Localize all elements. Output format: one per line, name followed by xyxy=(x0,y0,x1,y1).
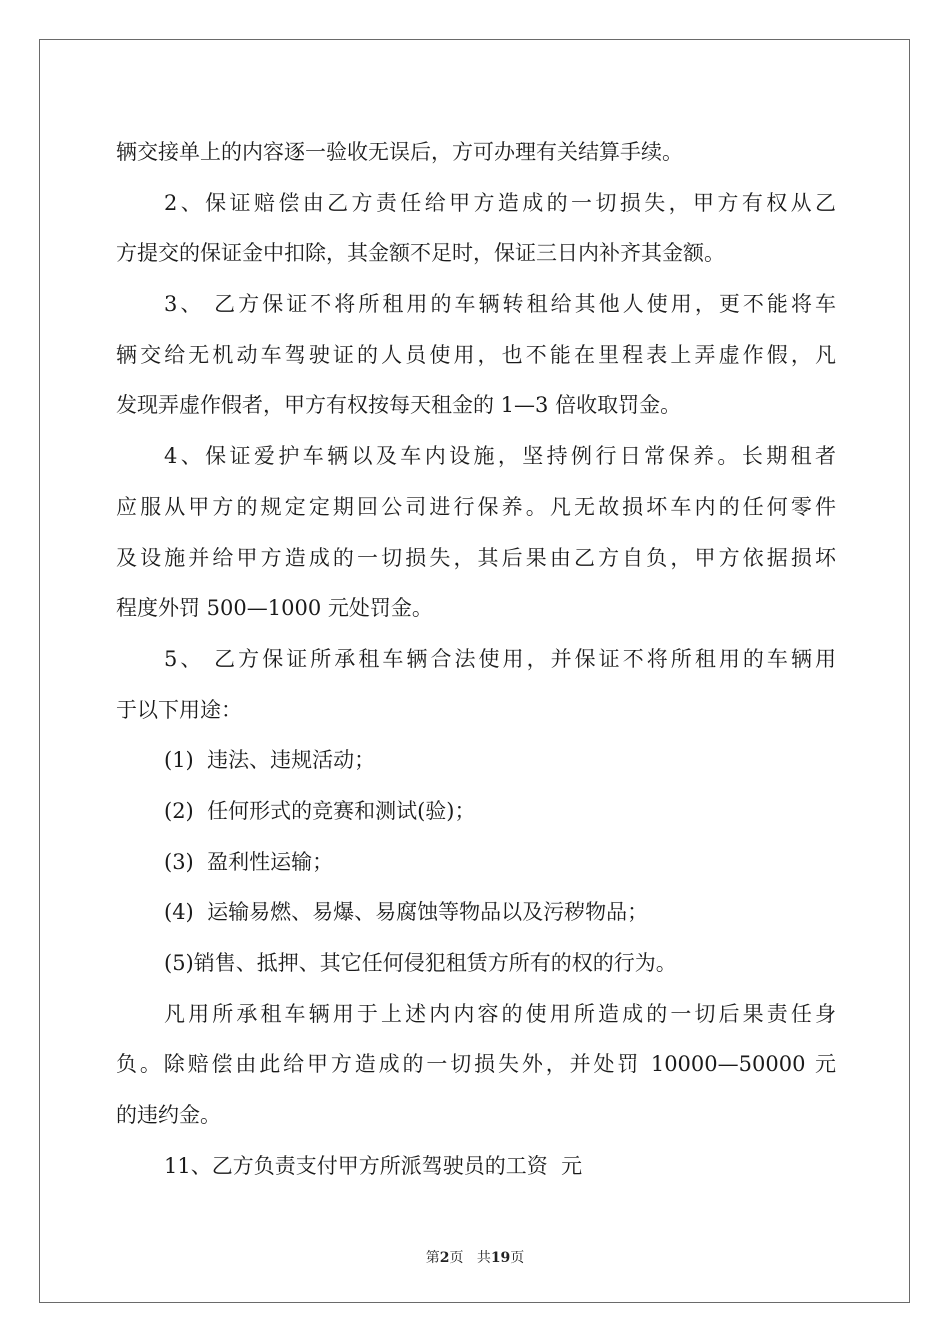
text-line: 2、保证赔偿由乙方责任给甲方造成的一切损失，甲方有权从乙 xyxy=(164,190,836,215)
list-item: (5)销售、抵押、其它任何侵犯租赁方所有的权的行为。 xyxy=(164,951,677,975)
text-line: 发现弄虚作假者，甲方有权按每天租金的 1—3 倍收取罚金。 xyxy=(116,393,682,418)
text-line: 程度外罚 500—1000 元处罚金。 xyxy=(116,596,433,621)
text-line: 及设施并给甲方造成的一切损失，其后果由乙方自负，甲方依据损坏 xyxy=(116,545,836,570)
text-line: 5、 乙方保证所承租车辆合法使用，并保证不将所租用的车辆用 xyxy=(164,646,836,671)
text-line: 辆交给无机动车驾驶证的人员使用，也不能在里程表上弄虚作假，凡 xyxy=(116,342,836,367)
text-line: 应服从甲方的规定定期回公司进行保养。凡无故损坏车内的任何零件 xyxy=(116,494,836,519)
page-label-prefix: 第 xyxy=(425,1250,440,1266)
page-number: 2 xyxy=(439,1250,450,1266)
text-line: 负。除赔偿由此给甲方造成的一切损失外，并处罚 10000—50000 元 xyxy=(116,1052,836,1077)
total-label-prefix: 共 xyxy=(476,1250,491,1266)
text-line: 3、 乙方保证不将所租用的车辆转租给其他人使用，更不能将车 xyxy=(164,292,836,317)
document-body xyxy=(116,127,836,1191)
total-label-suffix: 页 xyxy=(510,1250,525,1266)
text-line: 方提交的保证金中扣除，其金额不足时，保证三日内补齐其金额。 xyxy=(116,241,725,266)
list-item: (3) 盈利性运输； xyxy=(164,849,334,874)
text-line: 11、乙方负责支付甲方所派驾驶员的工资 元 xyxy=(164,1153,583,1178)
text-line: 于以下用途： xyxy=(116,697,242,722)
text-line: 凡用所承租车辆用于上述内内容的使用所造成的一切后果责任身 xyxy=(164,1001,836,1026)
page-label-suffix: 页 xyxy=(449,1250,464,1266)
list-item: (1) 违法、违规活动； xyxy=(164,748,376,773)
text-line: 的违约金。 xyxy=(116,1103,221,1128)
text-line: 辆交接单上的内容逐一验收无误后，方可办理有关结算手续。 xyxy=(116,140,683,164)
total-pages: 19 xyxy=(490,1250,511,1266)
text-line: 4、保证爱护车辆以及车内设施，坚持例行日常保养。长期租者 xyxy=(164,444,836,469)
list-item: (2) 任何形式的竞赛和测试(验)； xyxy=(164,798,476,823)
page-footer xyxy=(0,1247,950,1267)
list-item: (4) 运输易燃、易爆、易腐蚀等物品以及污秽物品； xyxy=(164,900,649,925)
